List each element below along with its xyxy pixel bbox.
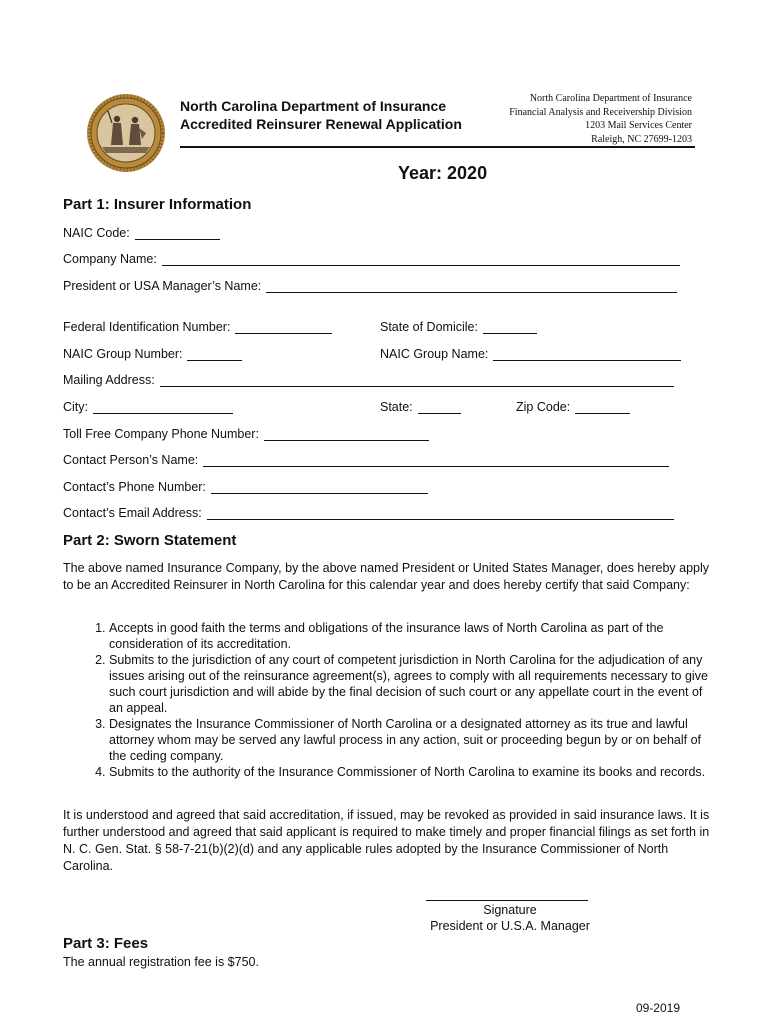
signature-line[interactable] bbox=[426, 900, 588, 901]
contact-phone-input[interactable] bbox=[211, 481, 428, 494]
contact-phone-label: Contact’s Phone Number: bbox=[63, 480, 206, 494]
list-item: 3. Designates the Insurance Commissioner of North Carolina or a designated attorney as its true and lawful attorney whom may be served any lawful process in any action, suit or proceeding begun by or on behalf of the ceding company. bbox=[109, 716, 713, 764]
sworn-statement-closing: It is understood and agreed that said accreditation, if issued, may be revoked as provided in said insurance laws. It is further understood and agreed that said applicant is required to make timely and proper financial filings as set forth in N. C. Gen. Stat. § 58-7-21(b)(2)(d) and any applicable rules adopted by the Insurance Commissioner of North Carolina. bbox=[63, 808, 710, 873]
contact-email-field bbox=[63, 506, 674, 520]
state-field bbox=[380, 400, 461, 414]
naic-group-name-label: NAIC Group Name: bbox=[380, 347, 489, 361]
naic-group-number-input[interactable] bbox=[187, 348, 242, 361]
zip-input[interactable] bbox=[575, 401, 630, 414]
state-domicile-field bbox=[380, 320, 537, 334]
company-name-input[interactable] bbox=[162, 253, 680, 266]
naic-code-field bbox=[63, 226, 220, 240]
fein-input[interactable] bbox=[235, 321, 332, 334]
zip-label: Zip Code: bbox=[516, 400, 571, 414]
part2-heading: Part 2: Sworn Statement bbox=[63, 532, 237, 549]
president-name-field bbox=[63, 279, 677, 293]
form-revision-date: 09-2019 bbox=[635, 1001, 680, 1015]
company-name-field bbox=[63, 252, 680, 266]
state-label: State: bbox=[380, 400, 413, 414]
nc-seal-icon bbox=[86, 93, 166, 173]
toll-free-phone-field bbox=[63, 427, 429, 441]
fee-text: The annual registration fee is $750. bbox=[63, 955, 259, 969]
zip-field bbox=[516, 400, 630, 414]
president-name-label: President or USA Manager’s Name: bbox=[63, 279, 262, 293]
department-title: North Carolina Department of Insurance bbox=[180, 98, 447, 114]
list-item: 2. Submits to the jurisdiction of any court of competent jurisdiction in North Carolina for the adjudication of any issues arising out of the reinsurance agreement(s), agrees to comply with all requirements necessary to give such court jurisdiction and will abide by the final decision of such court or any appellate court in the event of an appeal. bbox=[109, 652, 713, 716]
fein-label: Federal Identification Number: bbox=[63, 320, 231, 334]
naic-code-label: NAIC Code: bbox=[63, 226, 130, 240]
president-name-input[interactable] bbox=[266, 280, 677, 293]
mailing-address-label: Mailing Address: bbox=[63, 373, 155, 387]
address-line: Raleigh, NC 27699-1203 bbox=[591, 133, 692, 145]
mailing-address-block bbox=[509, 92, 692, 146]
naic-group-name-input[interactable] bbox=[493, 348, 681, 361]
contact-phone-field bbox=[63, 480, 428, 494]
signer-title: President or U.S.A. Manager bbox=[430, 919, 590, 933]
address-line: North Carolina Department of Insurance bbox=[529, 93, 692, 104]
list-item: 4. Submits to the authority of the Insurance Commissioner of North Carolina to examine its books and records. bbox=[109, 764, 713, 780]
naic-group-number-label: NAIC Group Number: bbox=[63, 347, 183, 361]
naic-group-number-field bbox=[63, 347, 242, 361]
signature-label: Signature bbox=[483, 903, 537, 917]
toll-free-phone-input[interactable] bbox=[264, 428, 429, 441]
naic-code-input[interactable] bbox=[135, 227, 220, 240]
sworn-statement-list bbox=[63, 620, 713, 780]
header-divider bbox=[180, 146, 695, 148]
sworn-statement-intro: The above named Insurance Company, by the above named President or United States Manager, does hereby apply to be an Accredited Reinsurer in North Carolina for this calendar year and does hereby certify that said Company: bbox=[63, 561, 709, 592]
state-domicile-label: State of Domicile: bbox=[380, 320, 478, 334]
city-label: City: bbox=[63, 400, 88, 414]
contact-name-input[interactable] bbox=[203, 454, 669, 467]
company-name-label: Company Name: bbox=[63, 252, 157, 266]
fein-field bbox=[63, 320, 332, 334]
state-domicile-input[interactable] bbox=[483, 321, 537, 334]
address-line: Financial Analysis and Receivership Division bbox=[509, 106, 692, 118]
contact-name-label: Contact Person’s Name: bbox=[63, 453, 199, 467]
contact-email-input[interactable] bbox=[207, 507, 674, 520]
city-field bbox=[63, 400, 233, 414]
toll-free-phone-label: Toll Free Company Phone Number: bbox=[63, 427, 259, 441]
address-line: 1203 Mail Services Center bbox=[585, 120, 692, 131]
part3-heading: Part 3: Fees bbox=[63, 935, 149, 952]
naic-group-name-field bbox=[380, 347, 681, 361]
mailing-address-input[interactable] bbox=[160, 374, 674, 387]
city-input[interactable] bbox=[93, 401, 233, 414]
contact-email-label: Contact’s Email Address: bbox=[63, 506, 202, 520]
mailing-address-field bbox=[63, 373, 674, 387]
application-year: Year: 2020 bbox=[398, 163, 488, 183]
state-input[interactable] bbox=[418, 401, 461, 414]
list-item: 1. Accepts in good faith the terms and obligations of the insurance laws of North Carolina as part of the consideration of its accreditation. bbox=[109, 620, 713, 652]
form-title: Accredited Reinsurer Renewal Application bbox=[180, 116, 462, 132]
contact-name-field bbox=[63, 453, 669, 467]
part1-heading: Part 1: Insurer Information bbox=[63, 196, 252, 213]
